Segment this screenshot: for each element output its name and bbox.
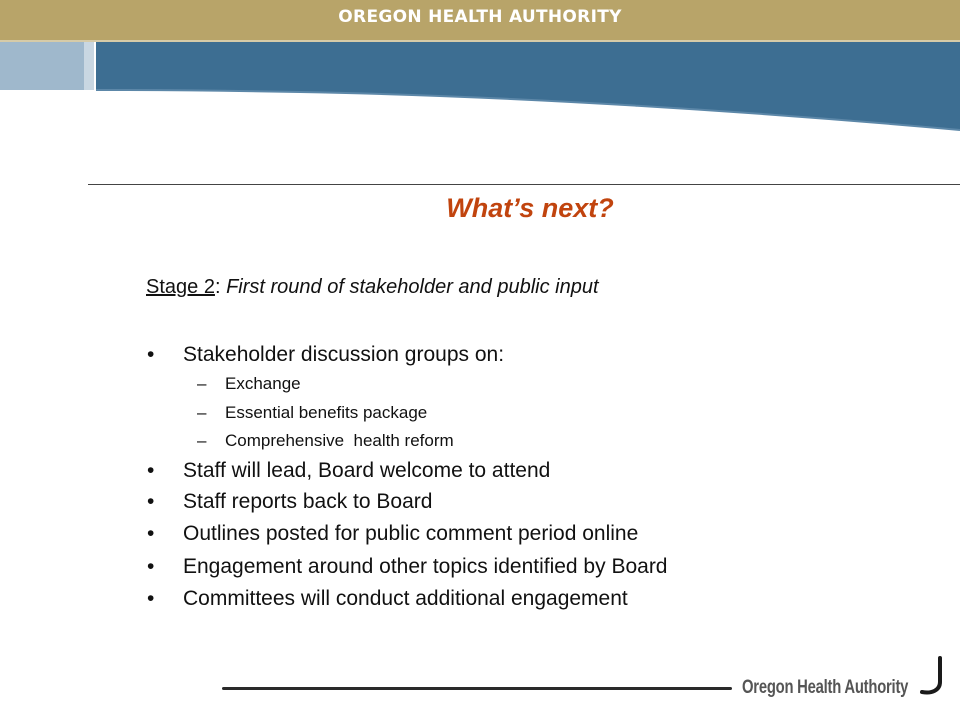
footer-rule <box>222 687 732 690</box>
bullet-symbol: • <box>147 459 155 482</box>
bullet-item <box>147 459 550 483</box>
top-header-bar <box>0 0 960 40</box>
bullet-symbol: • <box>147 343 155 366</box>
bullet-symbol: • <box>147 490 155 513</box>
footer-logo-text: Oregon Health Authority <box>742 677 909 698</box>
stage-label: Stage 2 <box>146 276 215 298</box>
sub-item <box>197 431 454 451</box>
bullet-item <box>147 522 638 546</box>
bullet-item <box>147 587 628 611</box>
sub-symbol: – <box>197 403 207 422</box>
sub-item <box>197 403 427 423</box>
banner-blue-wave <box>96 42 960 130</box>
sub-symbol: – <box>197 431 207 450</box>
title-divider <box>88 184 960 185</box>
oha-logo-mark-icon <box>918 656 946 696</box>
sub-text: Exchange <box>225 374 301 393</box>
bullet-item <box>147 343 504 367</box>
banner-light-block <box>0 42 84 90</box>
bullet-text: Engagement around other topics identified by Board <box>183 555 668 578</box>
bullet-item <box>147 490 432 514</box>
banner-light-strip <box>84 42 94 90</box>
stage-heading <box>146 276 599 299</box>
stage-colon: : <box>214 276 221 298</box>
blue-banner <box>0 42 960 132</box>
sub-text: Comprehensive health reform <box>225 431 454 450</box>
bullet-text: Stakeholder discussion groups on: <box>183 343 505 366</box>
sub-item <box>197 374 301 394</box>
stage-description: First round of stakeholder and public input <box>226 276 599 298</box>
sub-text: Essential benefits package <box>225 403 428 422</box>
bullet-text: Outlines posted for public comment period online <box>183 522 639 545</box>
slide-title: What’s next? <box>446 193 614 223</box>
bullet-text: Committees will conduct additional engagement <box>183 587 628 610</box>
bullet-symbol: • <box>147 587 155 610</box>
header-title: OREGON HEALTH AUTHORITY <box>338 7 622 27</box>
bullet-symbol: • <box>147 555 155 578</box>
bullet-symbol: • <box>147 522 155 545</box>
bullet-item <box>147 555 668 579</box>
bullet-text: Staff will lead, Board welcome to attend <box>183 459 551 482</box>
sub-symbol: – <box>197 374 207 393</box>
bullet-text: Staff reports back to Board <box>183 490 433 513</box>
